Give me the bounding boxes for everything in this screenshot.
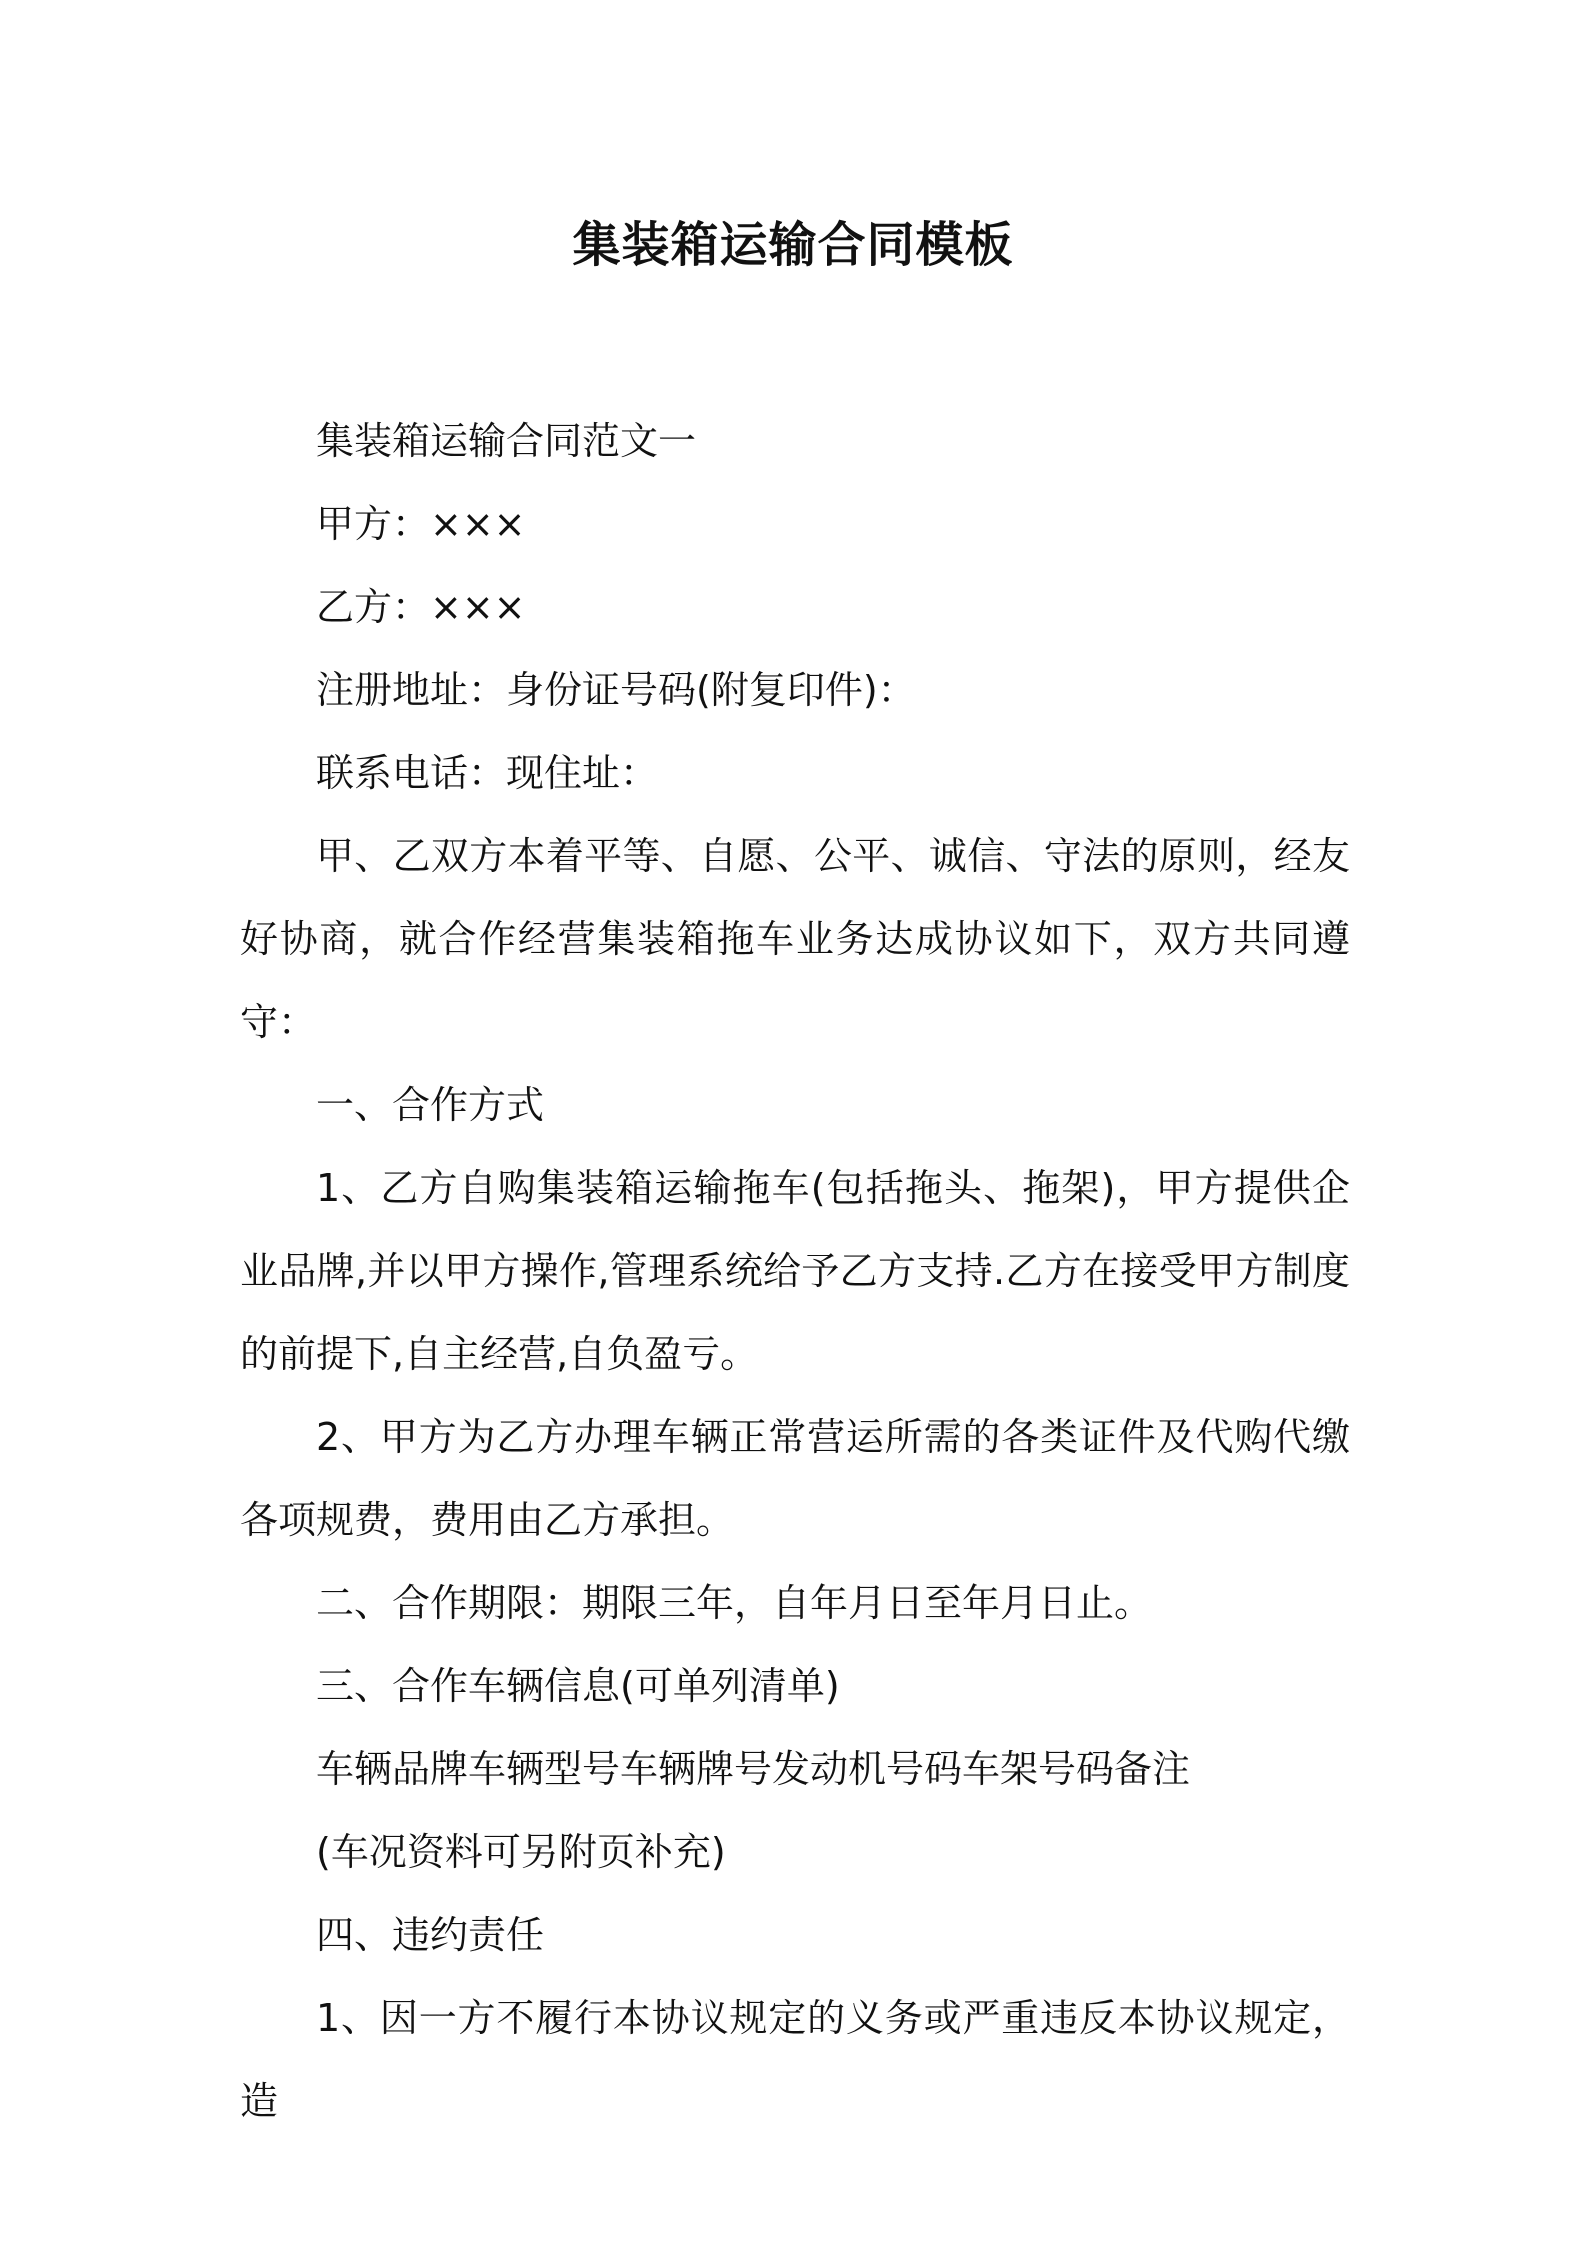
section-heading-1: 一、合作方式 <box>316 1083 545 1127</box>
clause-1-2: 2、甲方为乙方办理车辆正常营运所需的各类证件及代购代缴各项规费，费用由乙方承担。 <box>240 1415 1350 1542</box>
section-heading-4: 四、违约责任 <box>316 1913 545 1957</box>
document-title: 集装箱运输合同模板 <box>572 217 1014 273</box>
section-heading-2: 二、合作期限：期限三年，自年月日至年月日止。 <box>316 1581 1153 1625</box>
document-body <box>240 400 1350 2143</box>
party-b-line: 乙方：××× <box>316 585 526 629</box>
clause-1-1: 1、乙方自购集装箱运输拖车(包括拖头、拖架)，甲方提供企业品牌,并以甲方操作,管理系统给予乙方支持.乙方在接受甲方制度的前提下,自主经营,自负盈亏。 <box>240 1166 1350 1376</box>
vehicle-info-header: 车辆品牌车辆型号车辆牌号发动机号码车架号码备注 <box>316 1747 1191 1791</box>
address-id-line: 注册地址：身份证号码(附复印件)： <box>316 668 916 712</box>
section-heading-3: 三、合作车辆信息(可单列清单) <box>316 1664 840 1708</box>
subtitle-line: 集装箱运输合同范文一 <box>316 419 697 463</box>
party-a-line: 甲方：××× <box>316 502 526 546</box>
intro-paragraph: 甲、乙双方本着平等、自愿、公平、诚信、守法的原则，经友好协商，就合作经营集装箱拖车业务达成协议如下，双方共同遵守： <box>240 834 1350 1044</box>
vehicle-info-note: (车况资料可另附页补充) <box>316 1830 726 1874</box>
contact-line: 联系电话：现住址： <box>316 751 659 795</box>
clause-4-1: 1、因一方不履行本协议规定的义务或严重违反本协议规定，造 <box>240 1996 1350 2123</box>
